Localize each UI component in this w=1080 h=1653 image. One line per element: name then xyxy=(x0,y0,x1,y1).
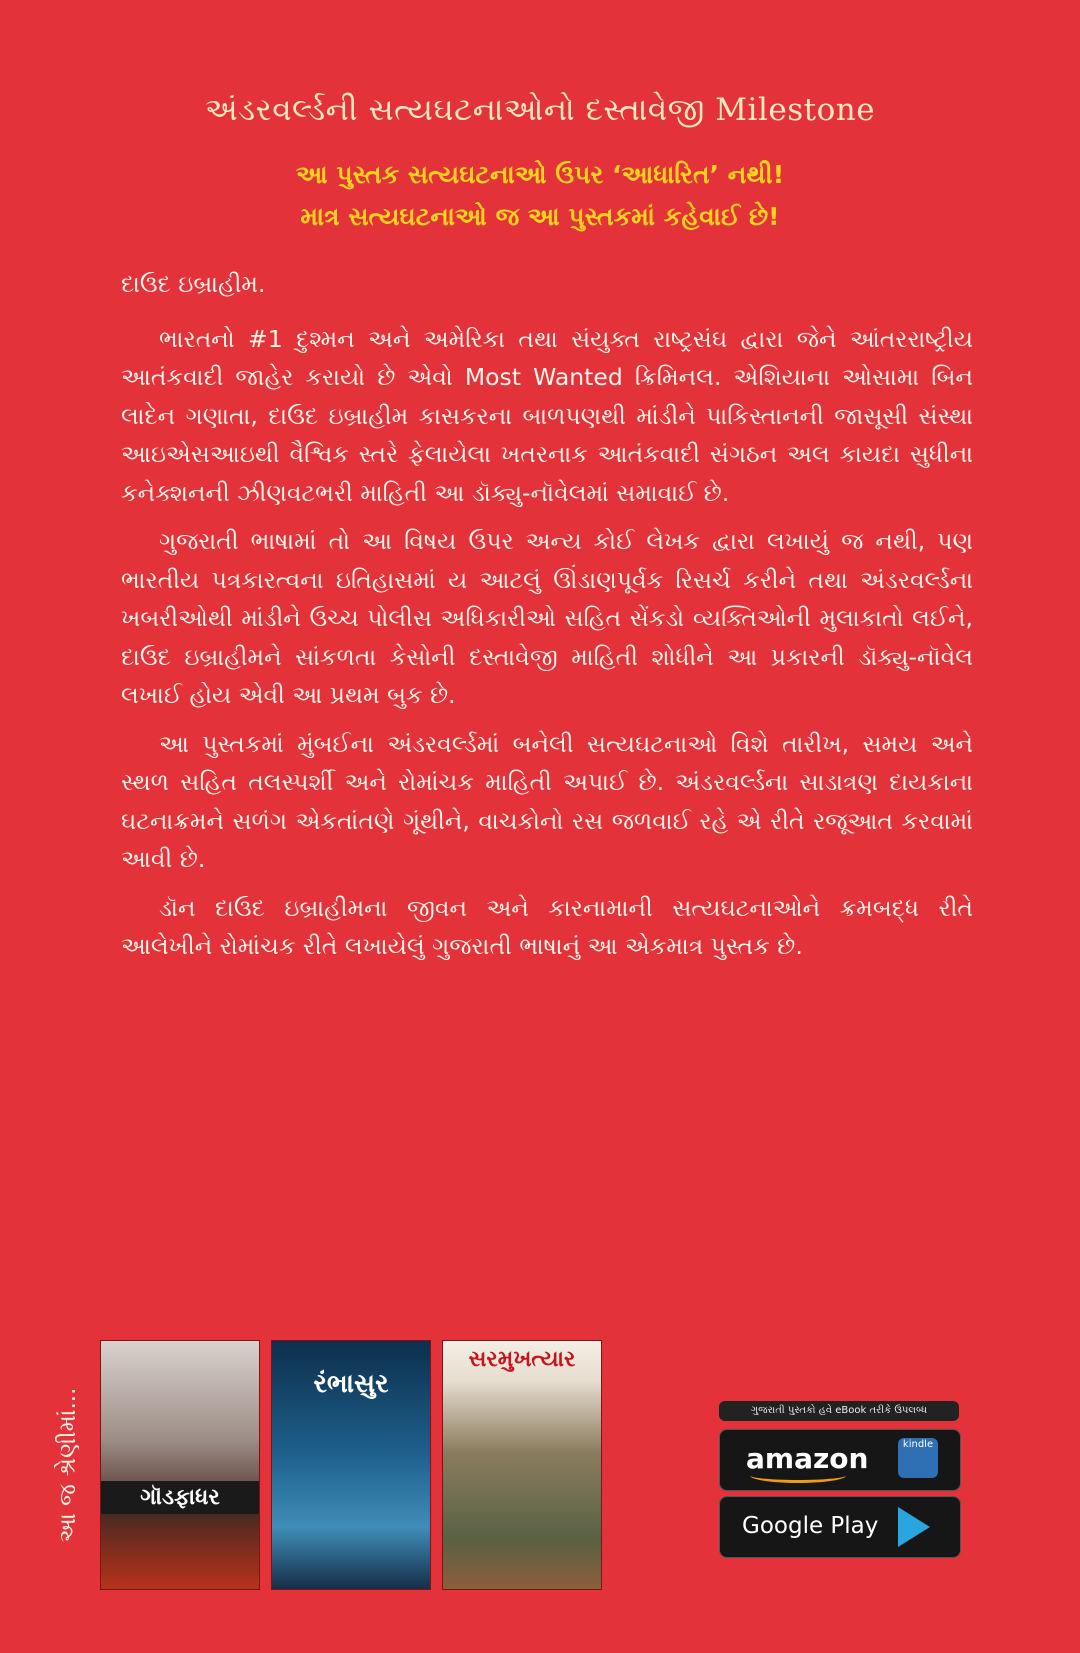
book-title: રંભાસુર xyxy=(313,1369,389,1399)
blurb-lead: દાઉદ ઇબ્રાહીમ. xyxy=(121,270,266,298)
amazon-kindle-badge[interactable] xyxy=(719,1429,961,1491)
book-cover-godfather[interactable] xyxy=(100,1340,260,1590)
blurb-paragraph: ભારતનો #1 દુશ્મન અને અમેરિકા તથા સંયુક્ત રાષ્ટ્રસંઘ દ્વારા જેને આંતરરાષ્ટ્રીય આતંકવાદી જાહેર કરાયો છે એવો Most Wanted ક્રિમિનલ. એશિયાના ઓસામા બિન લાદેન ગણાતા, દાઉદ ઇબ્રાહીમ કાસકરના બાળપણથી માંડીને પાકિસ્તાનની જાસૂસી સંસ્થા આઇએસઆઇથી વૈશ્વિક સ્તરે ફેલાયેલા ખતરનાક આતંકવાદી સંગઠન અલ કાયદા સુધીના કનેક્શનની ઝીણવટભરી માહિતી આ ડૉક્યુ-નૉવેલમાં સમાવાઈ છે. xyxy=(121,324,973,507)
series-label xyxy=(38,1370,98,1560)
amazon-smile-icon xyxy=(750,1468,846,1483)
tagline-2: માત્ર સત્યઘટનાઓ જ આ પુસ્તકમાં કહેવાઈ છે! xyxy=(300,202,780,231)
ebook-availability-label: ગુજરાતી પુસ્તકો હવે eBook તરીકે ઉપલબ્ધ xyxy=(719,1401,959,1421)
blurb-paragraph: આ પુસ્તકમાં મુંબઈના અંડરવર્લ્ડમાં બનેલી સત્યઘટનાઓ વિશે તારીખ, સમય અને સ્થળ સહિત તલસ્પર્શી અને રોમાંચક માહિતી અપાઈ છે. અંડરવર્લ્ડના સાડાત્રણ દાયકાના ઘટનાક્રમને સળંગ એકતાંતણે ગૂંથીને, વાચકોનો રસ જળવાઈ રહે એ રીતે રજૂઆત કરવામાં આવી છે. xyxy=(121,729,973,873)
kindle-icon: kindle xyxy=(898,1438,938,1478)
series-label-text: આ જ શ્રેણીમાં... xyxy=(55,1387,81,1543)
book-title: ગૉડફાધર xyxy=(101,1481,259,1514)
book-title: સરમુખત્યાર xyxy=(468,1347,576,1372)
amazon-logo-text: amazon xyxy=(746,1442,869,1475)
tagline-1: આ પુસ્તક સત્યઘટનાઓ ઉપર ‘આધારિત’ નથી! xyxy=(295,160,785,189)
play-books-icon xyxy=(898,1507,930,1547)
blurb-paragraph: ગુજરાતી ભાષામાં તો આ વિષય ઉપર અન્ય કોઈ લેખક દ્વારા લખાયું જ નથી, પણ ભારતીય પત્રકારત્વના ઇતિહાસમાં ય આટલું ઊંડાણપૂર્વક રિસર્ચ કરીને તથા અંડરવર્લ્ડના ખબરીઓથી માંડીને ઉચ્ચ પોલીસ અધિકારીઓ સહિત સેંકડો વ્યક્તિઓની મુલાકાતો લઈને, દાઉદ ઇબ્રાહીમને સાંકળતા કેસોની દસ્તાવેજી માહિતી શોધીને આ પ્રકારની ડૉક્યુ-નૉવેલ લખાઈ હોય એવી આ પ્રથમ બુક છે. xyxy=(121,527,973,709)
blurb-paragraph: ડૉન દાઉદ ઇબ્રાહીમના જીવન અને કારનામાની સત્યઘટનાઓને ક્રમબદ્ધ રીતે આલેખીને રોમાંચક રીતે લખાયેલું ગુજરાતી ભાષાનું આ એકમાત્ર પુસ્તક છે. xyxy=(121,893,973,960)
google-play-text: Google Play xyxy=(742,1513,879,1539)
headline: અંડરવર્લ્ડની સત્યઘટનાઓનો દસ્તાવેજી Milestone xyxy=(204,92,876,128)
book-cover-sarmukhtyar[interactable] xyxy=(442,1340,602,1590)
book-cover-rambhasur[interactable] xyxy=(271,1340,431,1590)
google-play-badge[interactable] xyxy=(719,1496,961,1558)
blurb-text xyxy=(121,265,973,976)
